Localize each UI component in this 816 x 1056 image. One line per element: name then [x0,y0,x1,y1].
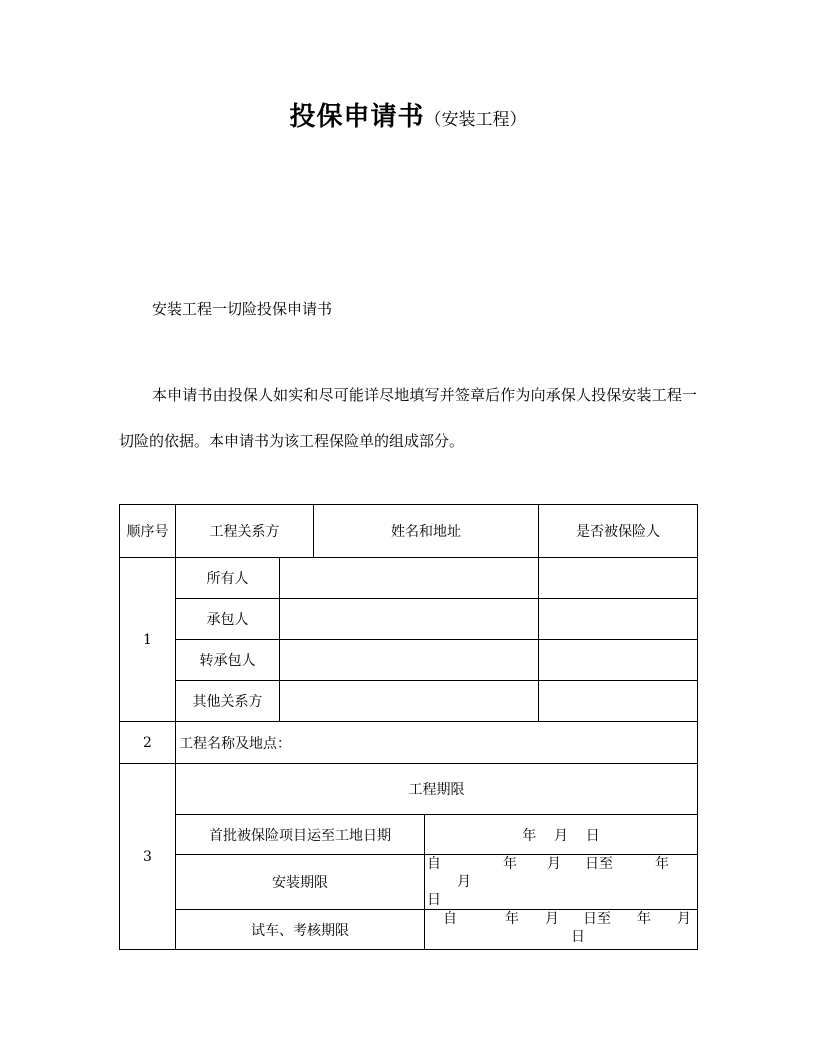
table-row [120,815,698,855]
install-period-label: 安装期限 [176,855,425,910]
intro-paragraph: 本申请书由投保人如实和尽可能详尽地填写并签章后作为向承保人投保安装工程一切险的依据。本申请书为该工程保险单的组成部分。 [119,386,697,450]
project-name-location[interactable]: 工程名称及地点： [176,722,698,764]
other-name-address-cell[interactable] [280,681,539,722]
section-2-number: 2 [120,722,176,764]
party-other: 其他关系方 [176,681,280,722]
test-period-dates[interactable]: 自 年 月 日至 年 月 日 [425,910,698,950]
section-1-number: 1 [120,558,176,722]
party-subcontractor: 转承包人 [176,640,280,681]
application-table [119,504,698,950]
party-owner: 所有人 [176,558,280,599]
header-name-address: 姓名和地址 [314,505,539,558]
party-contractor: 承包人 [176,599,280,640]
table-row [120,558,698,599]
project-period-heading: 工程期限 [176,764,698,815]
owner-insured-cell[interactable] [539,558,698,599]
first-delivery-label: 首批被保险项目运至工地日期 [176,815,425,855]
table-row [120,681,698,722]
contractor-insured-cell[interactable] [539,599,698,640]
form-subtitle: 安装工程一切险投保申请书 [152,300,333,318]
table-row [120,640,698,681]
other-insured-cell[interactable] [539,681,698,722]
table-row [120,855,698,910]
title-sub: （安装工程） [424,110,527,130]
subcontractor-name-address-cell[interactable] [280,640,539,681]
header-insured: 是否被保险人 [539,505,698,558]
table-row [120,599,698,640]
header-seq: 顺序号 [120,505,176,558]
title-main: 投保申请书 [289,102,425,132]
table-row [120,722,698,764]
document-title [0,96,816,133]
section-3-number: 3 [120,764,176,950]
header-party: 工程关系方 [176,505,314,558]
table-row [120,910,698,950]
contractor-name-address-cell[interactable] [280,599,539,640]
first-delivery-date[interactable]: 年 月 日 [425,815,698,855]
table-row [120,764,698,815]
test-period-label: 试车、考核期限 [176,910,425,950]
table-header-row [120,505,698,558]
install-period-dates[interactable]: 自 年 月 日至 年月 日 [425,855,698,910]
owner-name-address-cell[interactable] [280,558,539,599]
subcontractor-insured-cell[interactable] [539,640,698,681]
